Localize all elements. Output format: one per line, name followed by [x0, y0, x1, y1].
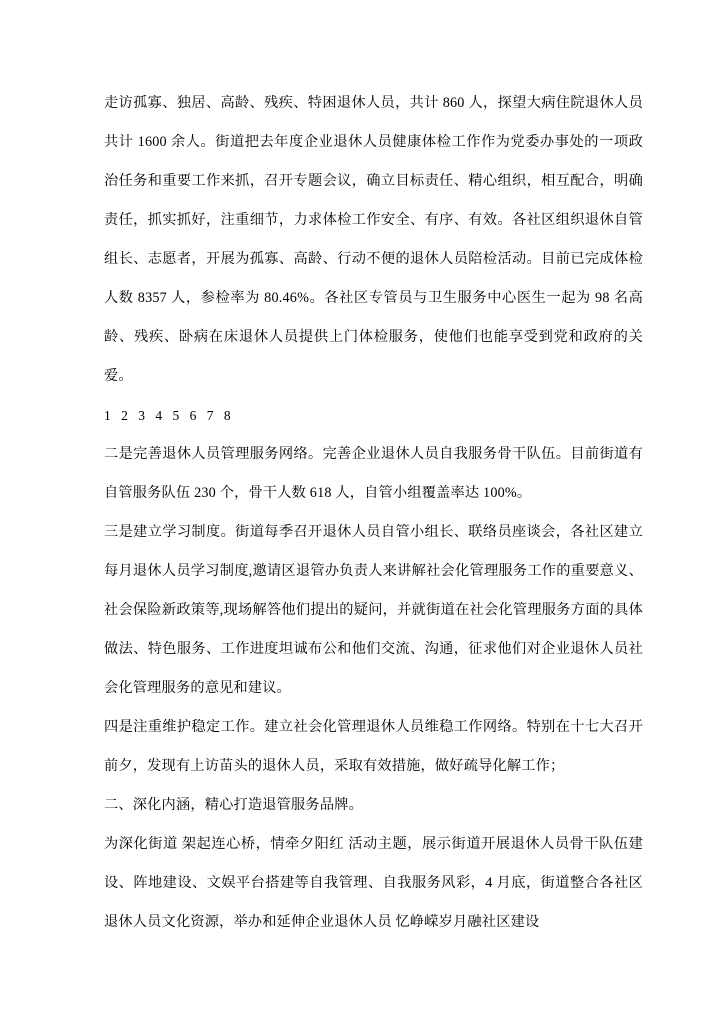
paragraph-3: 三是建立学习制度。街道每季召开退休人员自管小组长、联络员座谈会，各社区建立每月退休人员学习制度,邀请区退管办负责人来讲解社会化管理服务工作的重要意义、社会保险新政策等,现场解答他们提出的疑问，并就街道在社会化管理服务方面的具体做法、特色服务、工作进度坦诚布公和他们交流、沟通，征求他们对企业退休人员社会化管理服务的意见和建议。 — [104, 524, 643, 696]
paragraph-5: 二、深化内涵，精心打造退管服务品牌。 — [104, 797, 363, 813]
paragraph-6: 为深化街道 架起连心桥，情牵夕阳红 活动主题，展示街道开展退休人员骨干队伍建设、阵地建设、文娱平台搭建等自我管理、自我服务风彩，4 月底，街道整合各社区退休人员文化资源，举办和延伸企业退休人员 忆峥嵘岁月融社区建设 — [104, 836, 643, 930]
paragraph-1: 走访孤寡、独居、高龄、残疾、特困退休人员，共计 860 人，探望大病住院退休人员共计 1600 余人。街道把去年度企业退休人员健康体检工作作为党委办事处的一项政治任务和重要工作来抓，召开专题会议，确立目标责任、精心组织，相互配合，明确责任，抓实抓好，注重细节，力求体检工作安全、有序、有效。各社区组织退休自管组长、志愿者，开展为孤寡、高龄、行动不便的退休人员陪检活动。目前已完成体检人数 8357 人，参检率为 80.46%。各社区专管员与卫生服务中心医生一起为 98 名高龄、残疾、卧病在床退休人员提供上门体检服务，使他们也能享受到党和政府的关爱。 — [104, 95, 643, 384]
paragraph-2: 二是完善退休人员管理服务网络。完善企业退休人员自我服务骨干队伍。目前街道有自管服务队伍 230 个，骨干人数 618 人，自管小组覆盖率达 100%。 — [104, 446, 643, 501]
paragraph-4: 四是注重维护稳定工作。建立社会化管理退休人员维稳工作网络。特别在十七大召开前夕，发现有上访苗头的退休人员，采取有效措施，做好疏导化解工作； — [104, 719, 643, 774]
page-number-row: 1 2 3 4 5 6 7 8 — [104, 408, 235, 423]
document-body — [104, 84, 643, 942]
